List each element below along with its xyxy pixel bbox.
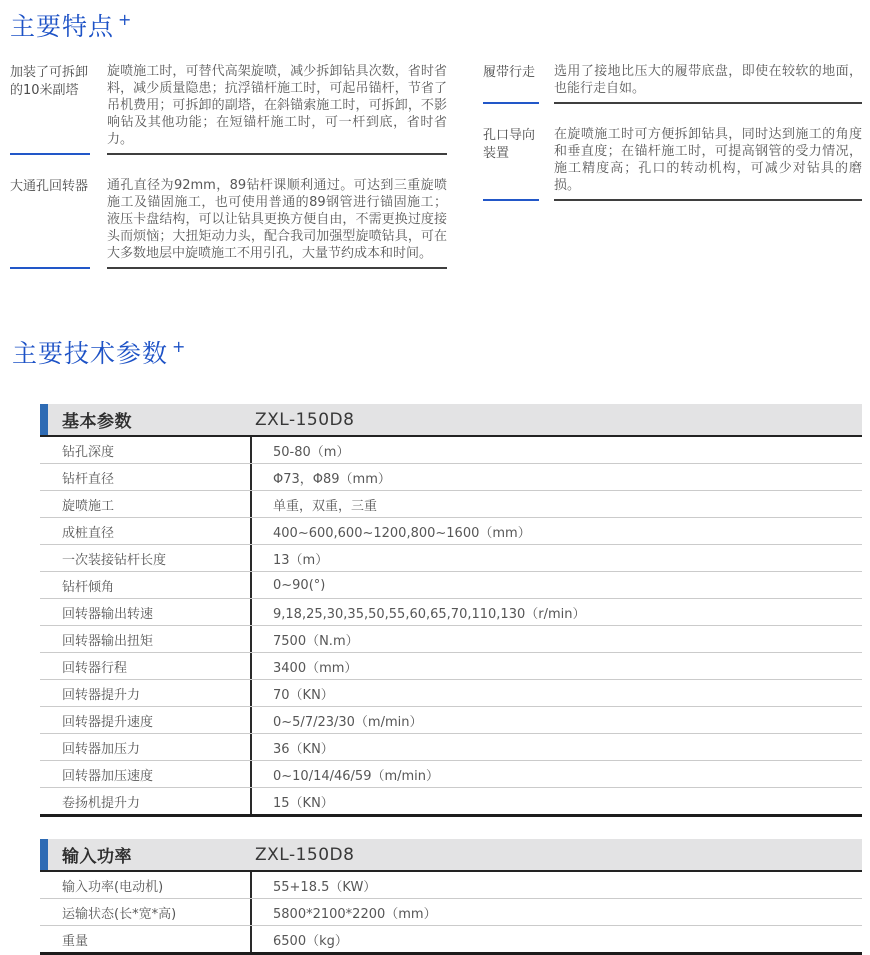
param-label: 钻孔深度 <box>62 444 115 460</box>
param-value: 36（KN） <box>250 734 862 760</box>
feature-item-large-bore-rotator <box>10 177 447 269</box>
table-row <box>40 599 862 626</box>
feature-label: 大通孔回转器 <box>10 177 90 269</box>
feature-description: 旋喷施工时，可替代高架旋喷，减少拆卸钻具次数，省时省料，减少质量隐患；抗浮锚杆施工时，可起吊锚杆，节省了吊机费用；可拆卸的副塔，在斜锚索施工时，可拆卸，不影响钻及其他功能；在短锚杆施工时，可一杆到底，省时省力。 <box>107 63 447 155</box>
param-label: 回转器输出扭矩 <box>62 633 154 649</box>
param-label: 重量 <box>62 933 89 949</box>
specs-section <box>10 337 862 955</box>
feature-label: 履带行走 <box>483 63 539 104</box>
param-value: 13（m） <box>250 545 862 571</box>
table-row <box>40 926 862 952</box>
feature-description: 选用了接地比压大的履带底盘，即使在较软的地面，也能行走自如。 <box>554 63 862 104</box>
param-label: 钻杆直径 <box>62 471 115 487</box>
basic-params-table <box>40 404 862 817</box>
table-row <box>40 734 862 761</box>
param-value: 70（KN） <box>250 680 862 706</box>
plus-icon: + <box>118 10 133 29</box>
features-grid <box>10 63 862 291</box>
table-row <box>40 491 862 518</box>
param-label: 回转器提升力 <box>62 687 141 703</box>
param-value: 5800*2100*2200（mm） <box>250 899 862 925</box>
param-label: 成桩直径 <box>62 525 115 541</box>
feature-item-hole-guide-device <box>483 126 862 201</box>
param-label: 旋喷施工 <box>62 498 115 514</box>
blue-accent-bar <box>40 839 48 870</box>
param-label: 运输状态(长*宽*高) <box>62 906 177 922</box>
param-label: 卷扬机提升力 <box>62 795 141 811</box>
table-row <box>40 545 862 572</box>
table-row <box>40 572 862 599</box>
param-value: 50-80（m） <box>250 437 862 463</box>
param-value: 15（KN） <box>250 788 862 814</box>
features-title-text: 主要特点 <box>10 12 115 41</box>
features-column-right <box>483 63 862 291</box>
table-row <box>40 872 862 899</box>
param-label: 回转器加压力 <box>62 741 141 757</box>
blue-accent-bar <box>40 404 48 435</box>
param-label: 回转器加压速度 <box>62 768 154 784</box>
param-value: 400~600,600~1200,800~1600（mm） <box>250 518 862 544</box>
param-label: 钻杆倾角 <box>62 579 115 595</box>
param-value: 0~10/14/46/59（m/min） <box>250 761 862 787</box>
table-header-model: ZXL-150D8 <box>255 409 355 430</box>
feature-item-detachable-tower <box>10 63 447 155</box>
specs-title <box>12 337 862 371</box>
table-row <box>40 653 862 680</box>
feature-label: 加装了可拆卸的10米副塔 <box>10 63 90 155</box>
param-value: 3400（mm） <box>250 653 862 679</box>
table-header <box>40 404 862 437</box>
features-title <box>10 10 862 44</box>
param-value: 6500（kg） <box>250 926 862 952</box>
feature-description: 在旋喷施工时可方便拆卸钻具，同时达到施工的角度和垂直度；在锚杆施工时，可提高钢管的受力情况，施工精度高；孔口的转动机构，可减少对钻具的磨损。 <box>554 126 862 201</box>
table-row <box>40 437 862 464</box>
specs-title-text: 主要技术参数 <box>12 339 169 368</box>
table-row <box>40 680 862 707</box>
table-header-title: 输入功率 <box>62 847 132 867</box>
param-value: Φ73，Φ89（mm） <box>250 464 862 490</box>
features-section <box>10 10 862 291</box>
param-value: 9,18,25,30,35,50,55,60,65,70,110,130（r/min） <box>250 599 862 625</box>
param-label: 一次装接钻杆长度 <box>62 552 167 568</box>
feature-label: 孔口导向装置 <box>483 126 539 201</box>
features-column-left <box>10 63 447 291</box>
table-header-model: ZXL-150D8 <box>255 844 355 865</box>
param-label: 回转器输出转速 <box>62 606 154 622</box>
param-label: 回转器提升速度 <box>62 714 154 730</box>
table-header <box>40 839 862 872</box>
table-row <box>40 707 862 734</box>
param-value: 7500（N.m） <box>250 626 862 652</box>
table-row <box>40 626 862 653</box>
table-header-title: 基本参数 <box>62 412 132 432</box>
table-row <box>40 518 862 545</box>
feature-item-crawler-travel <box>483 63 862 104</box>
plus-icon: + <box>172 337 187 356</box>
input-power-table <box>40 839 862 955</box>
param-label: 输入功率(电动机) <box>62 879 164 895</box>
param-value: 单重，双重，三重 <box>250 491 862 517</box>
param-value: 0~90(°) <box>250 572 862 598</box>
param-value: 55+18.5（KW） <box>250 872 862 898</box>
param-label: 回转器行程 <box>62 660 128 676</box>
table-row <box>40 788 862 814</box>
table-row <box>40 761 862 788</box>
feature-description: 通孔直径为92mm，89钻杆课顺利通过。可达到三重旋喷施工及锚固施工，也可使用普通的89钢管进行锚固施工；液压卡盘结构，可以让钻具更换方便自由，不需更换过度接头而烦恼；大扭矩动力头，配合我司加强型旋喷钻具，可在大多数地层中旋喷施工不用引孔，大量节约成本和时间。 <box>107 177 447 269</box>
table-row <box>40 899 862 926</box>
param-value: 0~5/7/23/30（m/min） <box>250 707 862 733</box>
table-row <box>40 464 862 491</box>
